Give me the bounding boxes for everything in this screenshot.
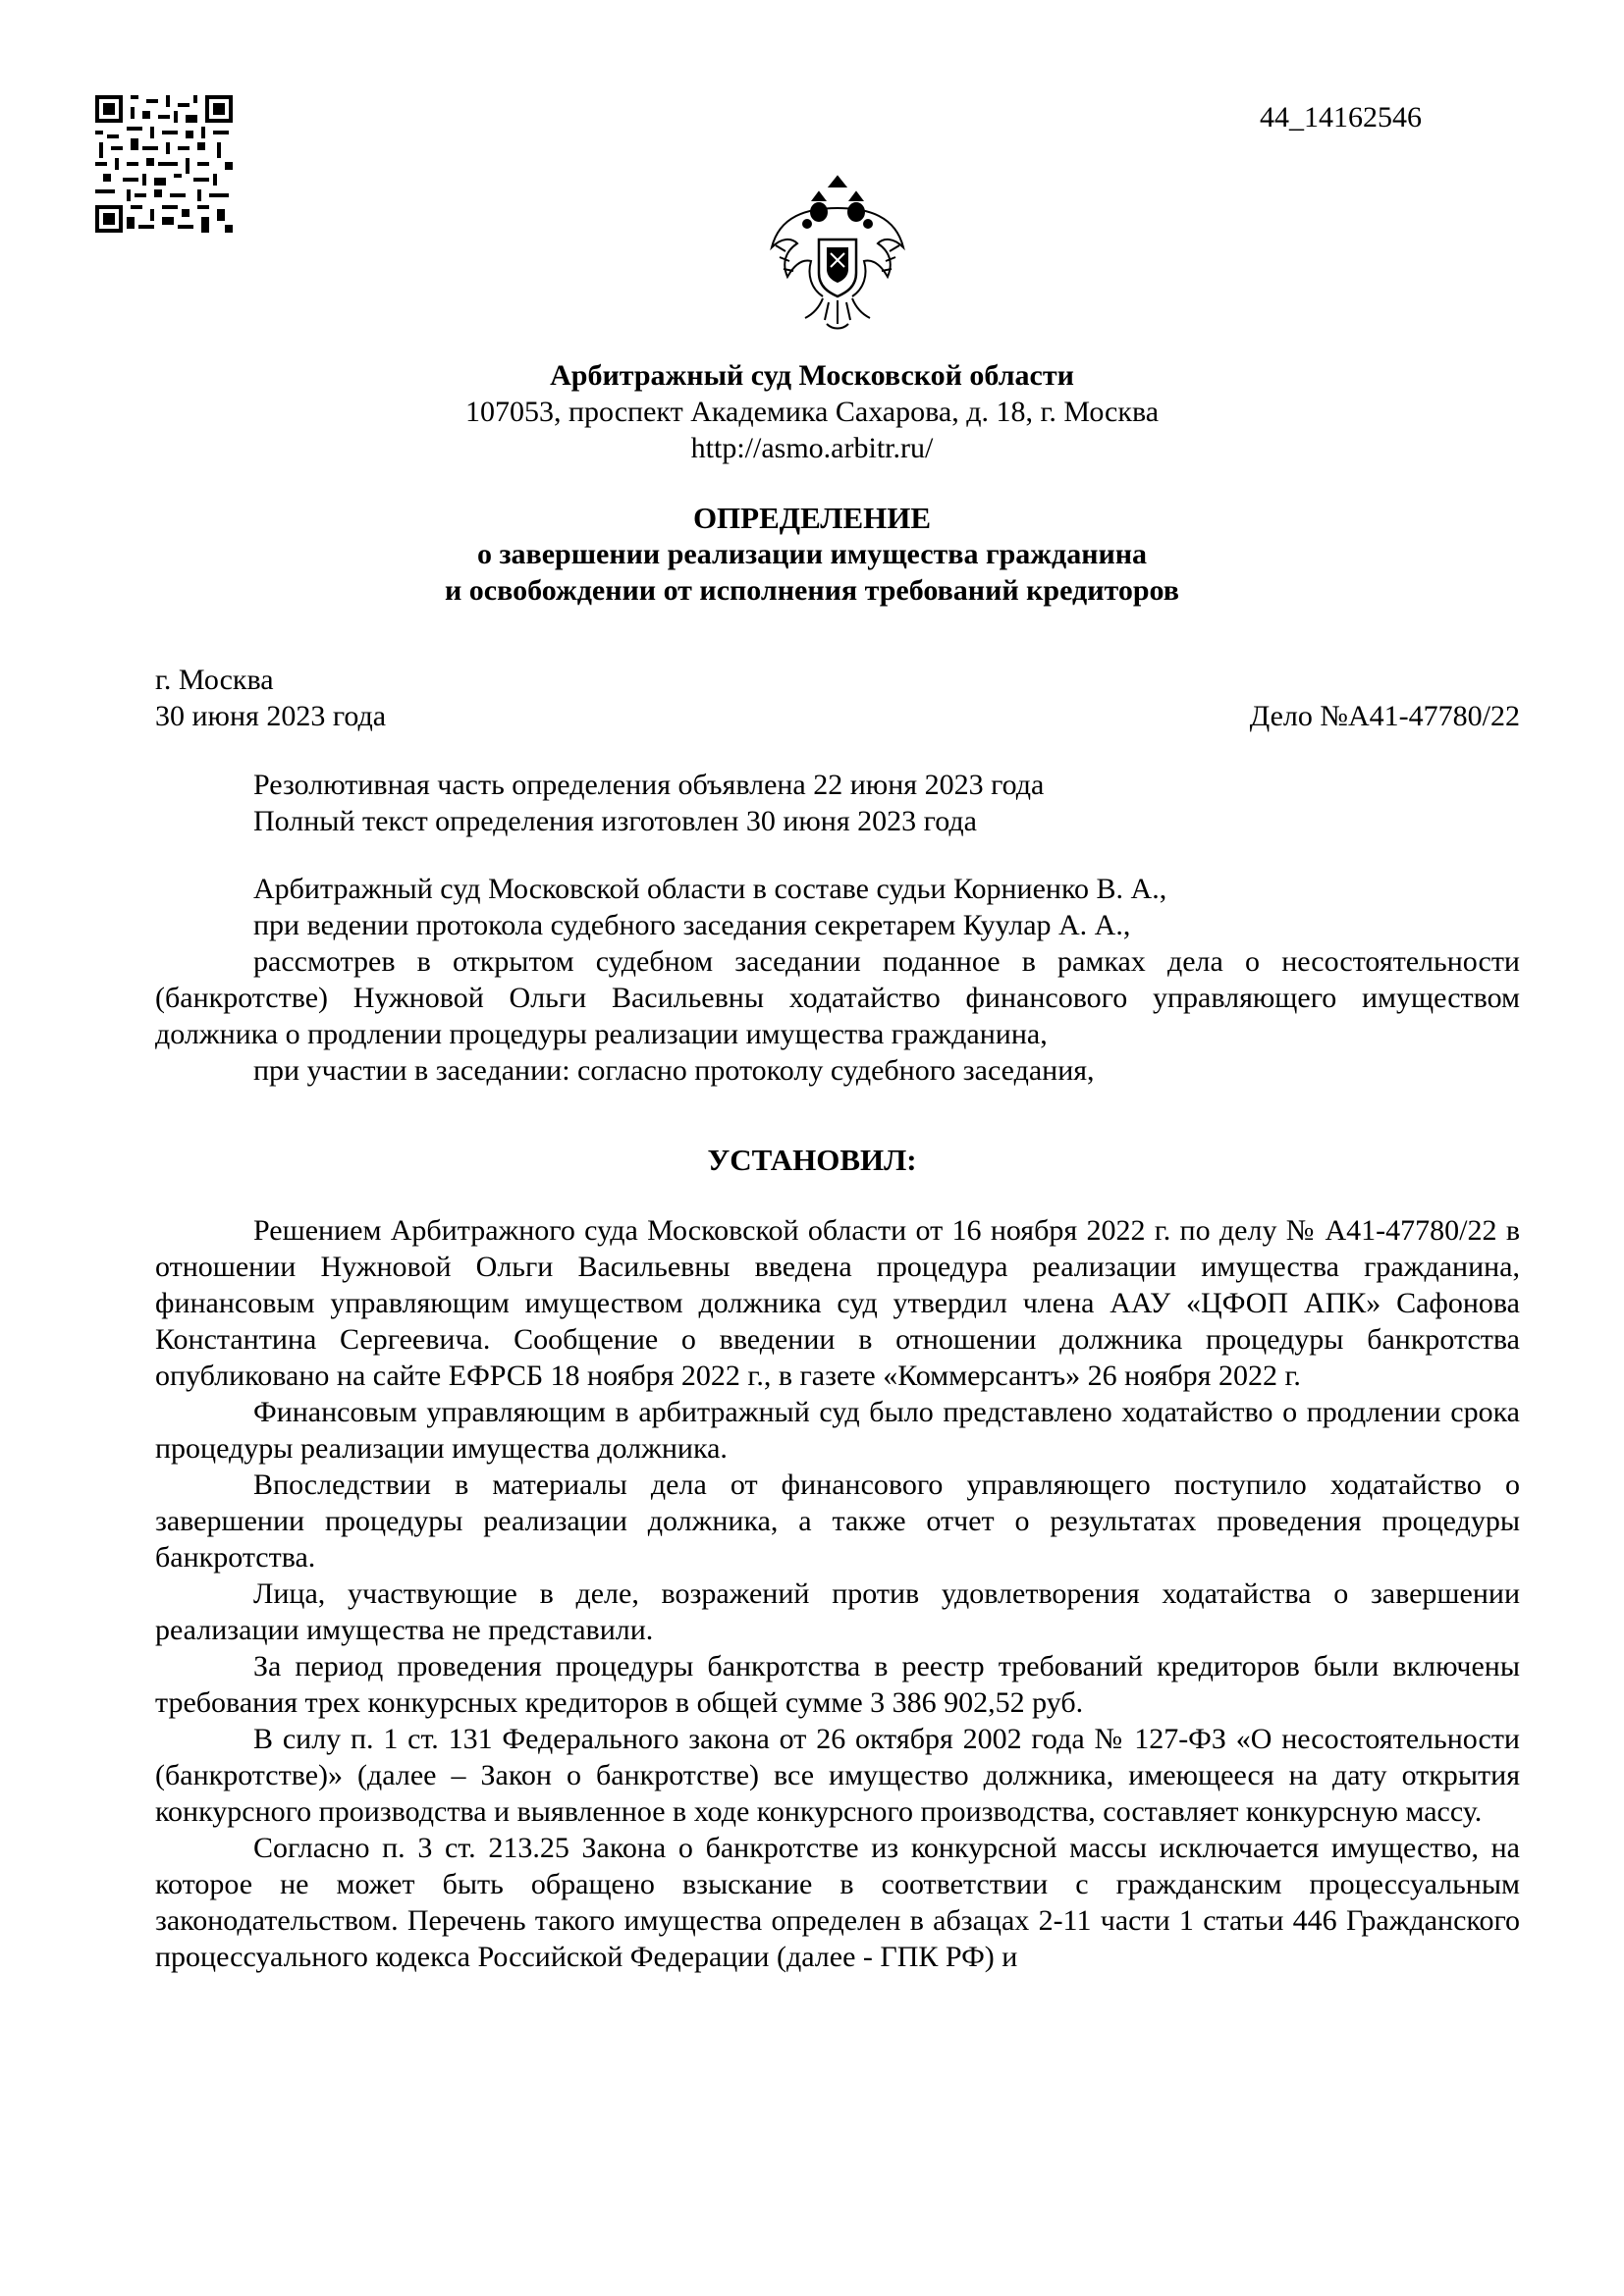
court-website: http://asmo.arbitr.ru/: [690, 432, 934, 464]
court-address: 107053, проспект Академика Сахарова, д. 18, г. Москва: [464, 396, 1160, 428]
decision-date: 30 июня 2023 года: [155, 700, 387, 732]
qr-code-icon: [95, 95, 233, 233]
place-date-case: [155, 662, 1520, 734]
body-paragraph: Согласно п. 3 ст. 213.25 Закона о банкротстве из конкурсной массы исключается имущество, на которое не может быть обращено взыскание в соответствии с гражданским процессуальным законодательством. Перечень такого имущества определен в абзацах 2-11 части 1 статьи 446 Гражданского процессуального кодекса Российской Федерации (далее - ГПК РФ) и: [155, 1832, 1520, 1973]
body-paragraph: Лица, участвующие в деле, возражений против удовлетворения ходатайства о завершении реализации имущества не представили.: [155, 1577, 1520, 1646]
title-line-1: о завершении реализации имущества гражданина: [476, 538, 1148, 570]
body-paragraph: Финансовым управляющим в арбитражный суд было представлено ходатайство о продлении срока процедуры реализации имущества должника.: [155, 1396, 1520, 1465]
announce-line-1: Резолютивная часть определения объявлена 22 июня 2023 года: [253, 769, 1045, 801]
body-paragraph: Решением Арбитражного суда Московской области от 16 ноября 2022 г. по делу № А41-47780/22 в отношении Нужновой Ольги Васильевны введена процедура реализации имущества гражданина, финансовым управляющим имуществом должника суд утвердил члена ААУ «ЦФОП АПК» Сафонова Константина Сергеевича. Сообщение о введении в отношении должника процедуры банкротства опубликовано на сайте ЕФРСБ 18 ноября 2022 г., в газете «Коммерсантъ» 26 ноября 2022 г.: [155, 1214, 1520, 1392]
composition-paragraph: рассмотрев в открытом судебном заседании поданное в рамках дела о несостоятельности (банкротстве) Нужновой Ольги Васильевны ходатайство финансового управляющего имуществом должника о продлении процедуры реализации имущества гражданина,: [155, 945, 1520, 1050]
document-title: [0, 500, 1624, 609]
section-heading: УСТАНОВИЛ:: [707, 1143, 917, 1177]
body-paragraph: В силу п. 1 ст. 131 Федерального закона от 26 октября 2002 года № 127-ФЗ «О несостоятельности (банкротстве)» (далее – Закон о банкротстве) все имущество должника, имеющееся на дату открытия конкурсного производства и выявленное в ходе конкурсного производства, составляет конкурсную массу.: [155, 1723, 1520, 1828]
composition-paragraph: при ведении протокола судебного заседания секретарем Куулар А. А.,: [253, 909, 1131, 941]
announcement-dates: [253, 767, 1044, 839]
russian-coat-of-arms-icon: [768, 169, 907, 336]
city: г. Москва: [155, 664, 274, 696]
announce-line-2: Полный текст определения изготовлен 30 июня 2023 года: [253, 805, 977, 837]
composition-paragraph: Арбитражный суд Московской области в составе судьи Корниенко В. А.,: [253, 873, 1167, 905]
court-header: [0, 357, 1624, 466]
case-number: Дело №А41-47780/22: [1249, 700, 1520, 732]
body-paragraph: Впоследствии в материалы дела от финансового управляющего поступило ходатайство о завершении процедуры реализации должника, а также отчет о результатах проведения процедуры банкротства.: [155, 1468, 1520, 1574]
main-text: [155, 1212, 1520, 1975]
body-paragraph: За период проведения процедуры банкротства в реестр требований кредиторов были включены требования трех конкурсных кредиторов в общей сумме 3 386 902,52 руб.: [155, 1650, 1520, 1719]
composition-paragraph: при участии в заседании: согласно протоколу судебного заседания,: [253, 1054, 1095, 1087]
court-composition: [155, 871, 1520, 1089]
title-main: ОПРЕДЕЛЕНИЕ: [692, 501, 932, 535]
court-name: Арбитражный суд Московской области: [550, 359, 1074, 392]
title-line-2: и освобождении от исполнения требований кредиторов: [445, 574, 1179, 607]
document-number: 44_14162546: [1260, 101, 1422, 133]
